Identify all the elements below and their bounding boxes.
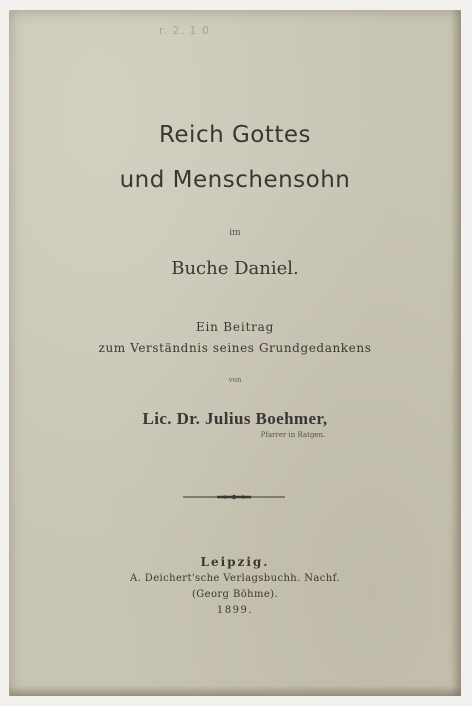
- by-word: von: [228, 376, 242, 384]
- cover-edge-shadow-bottom: [9, 686, 461, 696]
- publisher-city: Leipzig.: [200, 555, 270, 569]
- title-line-1: Reich Gottes: [158, 122, 312, 148]
- author-title: Pfarrer in Ratgen.: [260, 431, 326, 439]
- publication-year: 1899.: [216, 605, 254, 616]
- publisher-owner: (Georg Böhme).: [191, 589, 279, 600]
- publisher-name: A. Deichert'sche Verlagsbuchh. Nachf.: [130, 573, 340, 584]
- subtitle-line-1: Ein Beitrag: [195, 320, 275, 334]
- author-name: Lic. Dr. Julius Boehmer,: [142, 409, 328, 428]
- subtitle-line-2: zum Verständnis seines Grundgedankens: [98, 341, 372, 355]
- pencil-annotation: r. 2. 1 0: [159, 24, 210, 37]
- title-connector: im: [229, 228, 241, 238]
- title-line-3: Buche Daniel.: [171, 258, 299, 279]
- title-line-2: und Menschensohn: [119, 167, 351, 193]
- ornament-divider: [181, 491, 287, 503]
- book-cover: [9, 10, 461, 696]
